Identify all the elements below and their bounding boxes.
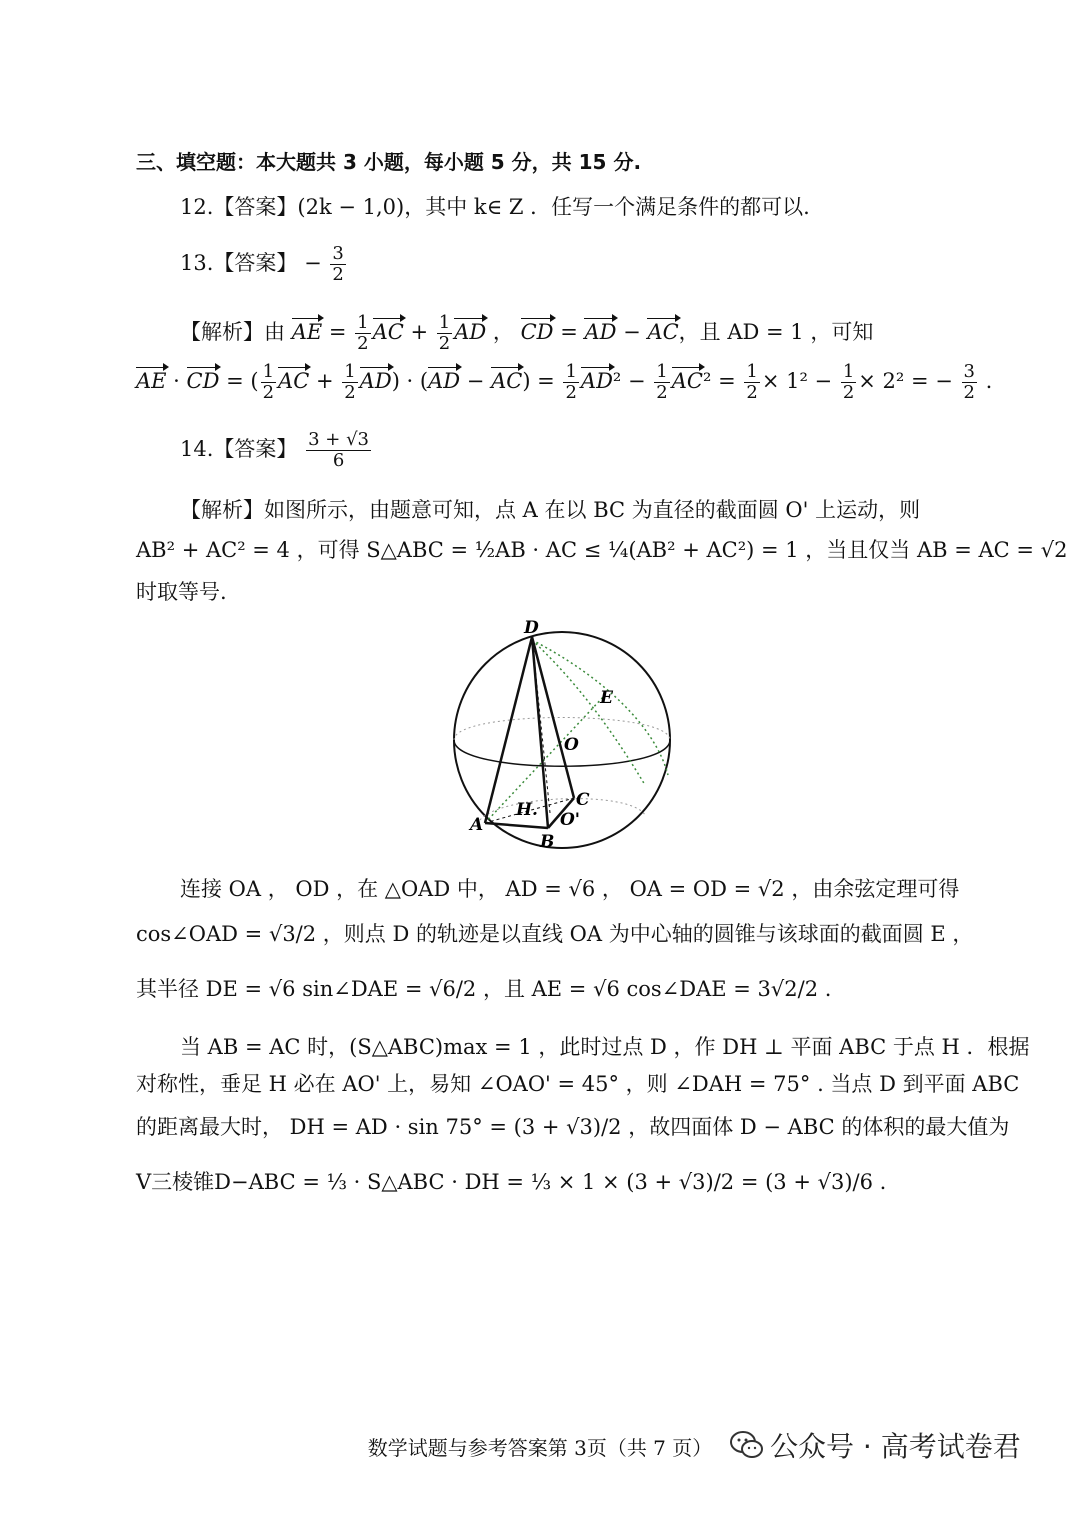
wechat-icon [730, 1430, 764, 1460]
q14-p8: 对称性，垂足 H 必在 AO' 上，易知 ∠OAO' = 45° ，则 ∠DAH = 75° . 当点 D 到平面 ABC [136, 1072, 1020, 1096]
edge-da [485, 637, 532, 823]
q14-answer-fraction: $\frac{3 + √3}{6}$ [308, 429, 369, 471]
label-a: A [470, 815, 484, 835]
q13-label: 13.【答案】 [180, 250, 298, 275]
section-title: 三、填空题：本大题共 3 小题，每小题 5 分，共 15 分. [136, 150, 642, 174]
label-h: H. [516, 800, 538, 820]
page-footer: 数学试题与参考答案第 3页（共 7 页） [367, 1436, 713, 1460]
q12-line [180, 195, 810, 220]
q14-p4: 连接 OA ， OD ，在 △OAD 中， AD = √6 ， OA = OD = √2 ，由余弦定理可得 [180, 877, 960, 901]
q14-p6: 其半径 DE = √6 sin∠DAE = √6/2 ，且 AE = √6 cos∠DAE = 3√2/2 . [136, 977, 832, 1001]
watermark [730, 1425, 1021, 1465]
q14-p1: 【解析】如图所示，由题意可知，点 A 在以 BC 为直径的截面圆 O' 上运动，则 [180, 498, 921, 522]
equator-back [454, 718, 670, 741]
label-o-prime: O' [560, 810, 581, 830]
q13-answer-fraction: $\frac{3}{2}$ [332, 243, 344, 285]
q14-p2: AB² + AC² = 4 ，可得 S△ABC = ½AB · AC ≤ ¼(AB² + AC²) = 1 ，当且仅当 AB = AC = √2 [136, 538, 1068, 562]
q14-p5: cos∠OAD = √3/2 ，则点 D 的轨迹是以直线 OA 为中心轴的圆锥与该球面的截面圆 E ， [136, 922, 974, 946]
label-b: B [540, 832, 555, 852]
q14-line [180, 430, 373, 471]
label-c: C [576, 790, 590, 810]
q13-line [180, 244, 348, 285]
q12-answer: (2k − 1,0)，其中 k∈ Z ．任写一个满足条件的都可以. [297, 195, 810, 219]
q13-jiexi-line1: 【解析】由 AE = $\frac{1}{2}$ AC + $\frac{1}{2}$ AD ， CD = AD − AC，且 AD = 1 ，可知 [180, 312, 874, 354]
height-dh [532, 637, 550, 813]
q14-label: 14.【答案】 [180, 436, 298, 461]
q14-p9: 的距离最大时， DH = AD · sin 75° = (3 + √3)/2 ，故四面体 D − ABC 的体积的最大值为 [136, 1115, 1010, 1139]
q14-p7: 当 AB = AC 时，(S△ABC)max = 1 ，此时过点 D ，作 DH ⊥ 平面 ABC 于点 H ．根据 [180, 1035, 1030, 1059]
label-e: E [600, 688, 613, 708]
label-d: D [524, 618, 539, 638]
q13-answer-sign: − [304, 250, 322, 275]
sphere-figure [440, 615, 680, 855]
q13-jiexi-line2: AE · CD = ( $\frac{1}{2}$ AC + $\frac{1}{2}$ AD) · (AD − AC) = $\frac{1}{2}$ AD² − $\frac{1}{2}$ AC² = $\frac{1}{2}$ × 1² − $\frac{1}{2}$ × 2² = − $\frac{3}{2}$ . [136, 361, 993, 403]
watermark-text: 公众号 · 高考试卷君 [770, 1430, 1021, 1463]
q14-p3: 时取等号. [136, 580, 227, 604]
q12-label: 12.【答案】 [180, 195, 298, 219]
label-o: O [564, 735, 579, 755]
q14-p10: V三棱锥D−ABC = ⅓ · S△ABC · DH = ⅓ × 1 × (3 + √3)/2 = (3 + √3)/6 . [136, 1170, 887, 1194]
